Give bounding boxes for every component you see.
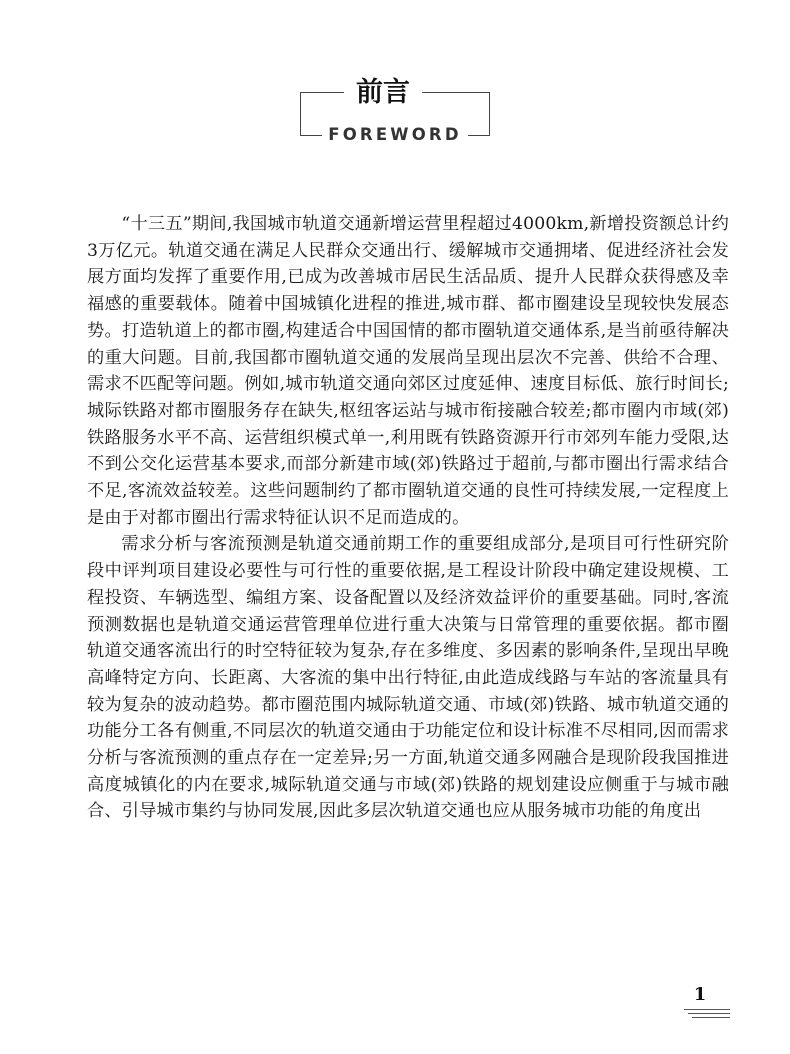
header-frame-line: [300, 92, 344, 93]
page-subtitle: FOREWORD: [328, 125, 462, 144]
page-number: 1: [693, 984, 707, 1005]
paragraph: “十三五”期间,我国城市轨道交通新增运营里程超过4000km,新增投资额总计约3万亿元。轨道交通在满足人民群众交通出行、缓解城市交通拥堵、促进经济社会发展方面均发挥了重要作用,已成为改善城市居民生活品质、提升人民群众获得感及幸福感的重要载体。随着中国城镇化进程的推进,城市群、都市圈建设呈现较快发展态势。打造轨道上的都市圈,构建适合中国国情的都市圈轨道交通体系,是当前亟待解决的重大问题。目前,我国都市圈轨道交通的发展尚呈现出层次不完善、供给不合理、需求不匹配等问题。例如,城市轨道交通向郊区过度延伸、速度目标低、旅行时间长;城际铁路对都市圈服务存在缺失,枢纽客运站与城市衔接融合较差;都市圈内市域(郊)铁路服务水平不高、运营组织模式单一,利用既有铁路资源开行市郊列车能力受限,达不到公交化运营基本要求,而部分新建市域(郊)铁路过于超前,与都市圈出行需求结合不足,客流效益较差。这些问题制约了都市圈轨道交通的良性可持续发展,一定程度上是由于对都市圈出行需求特征认识不足而造成的。: [87, 214, 729, 528]
foreword-header: [294, 78, 490, 146]
page-title: 前言: [356, 77, 410, 108]
header-frame-line: [300, 92, 301, 136]
body-text: [87, 211, 729, 825]
header-frame-line: [422, 92, 490, 93]
page-number-rule: [692, 1017, 730, 1018]
header-frame-line: [300, 135, 322, 136]
paragraph: 需求分析与客流预测是轨道交通前期工作的重要组成部分,是项目可行性研究阶段中评判项目建设必要性与可行性的重要依据,是工程设计阶段中确定建设规模、工程投资、车辆选型、编组方案、设备配置以及经济效益评价的重要基础。同时,客流预测数据也是轨道交通运营管理单位进行重大决策与日常管理的重要依据。都市圈轨道交通客流出行的时空特征较为复杂,存在多维度、多因素的影响条件,呈现出早晚高峰特定方向、长距离、大客流的集中出行特征,由此造成线路与车站的客流量具有较为复杂的波动趋势。都市圈范围内城际轨道交通、市域(郊)铁路、城市轨道交通的功能分工各有侧重,不同层次的轨道交通由于功能定位和设计标准不尽相同,因而需求分析与客流预测的重点存在一定差异;另一方面,轨道交通多网融合是现阶段我国推进高度城镇化的内在要求,城际轨道交通与市域(郊)铁路的规划建设应侧重于与城市融合、引导城市集约与协同发展,因此多层次轨道交通也应从服务城市功能的角度出: [87, 534, 729, 822]
page-number-rule: [688, 1013, 730, 1014]
header-frame-line: [468, 135, 490, 136]
page-number-rule: [684, 1009, 730, 1010]
page-number-block: [670, 984, 730, 1034]
header-frame-line: [489, 92, 490, 136]
